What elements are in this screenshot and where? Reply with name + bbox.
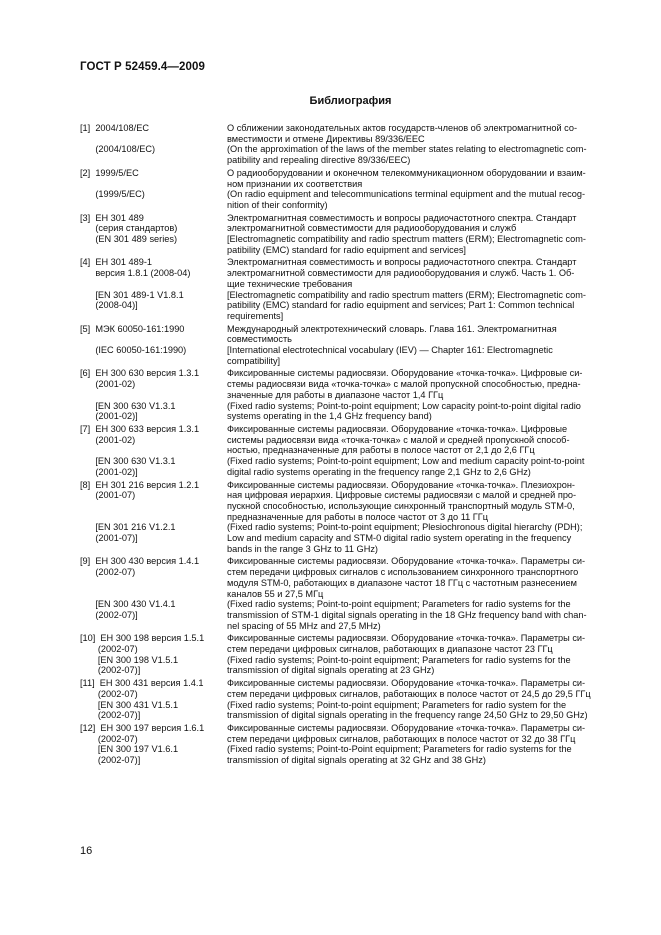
- bib-description: [International electrotechnical vocabulary (IEV) — Chapter 161: Electromagnetic compatibility]: [227, 345, 553, 366]
- bib-description: Фиксированные системы радиосвязи. Оборудование «точка-точка». Параметры си- стем передачи цифровых сигналов с использованием синхронного транспортного модуля STM-0, работающих в диапазоне частот 18 ГГц с частотным разнесением каналов 55 и 27,5 МГц: [227, 556, 586, 599]
- bib-description: Электромагнитная совместимость и вопросы радиочастотного спектра. Стандарт электромагнитной совместимости для радиооборудования и служб. Часть 1. Об- щие технические требования: [227, 257, 577, 289]
- bib-reference: [EN 301 489-1 V1.8.1 (2008-04)]: [95, 289, 184, 311]
- bibliography-list: [80, 123, 615, 766]
- bib-description: (Fixed radio systems; Point-to-point equipment; Low and medium capacity point-to-point digital radio systems operating in the frequency range 2,1 GHz to 2,6 GHz): [227, 456, 585, 477]
- bib-row: [80, 401, 615, 422]
- bib-reference: [2] 1999/5/EC: [80, 167, 139, 178]
- bib-reference: [5] МЭК 60050-161:1990: [80, 323, 185, 334]
- bib-row: [80, 123, 615, 144]
- bib-reference: [8] ЕН 301 216 версия 1.2.1 (2001-07): [80, 479, 200, 501]
- bib-row: [80, 424, 615, 456]
- bib-description: (Fixed radio systems; Point-to-point equipment; Low capacity point-to-point digital radio systems operating in the 1,4 GHz frequency band): [227, 400, 581, 422]
- page-number: 16: [80, 845, 93, 857]
- bib-reference: [11] ЕН 300 431 версия 1.4.1 (2002-07) [EN 300 431 V1.5.1 (2002-07)]: [80, 678, 204, 721]
- bib-reference: (2004/108/EC): [80, 144, 156, 155]
- bib-row: [80, 324, 615, 345]
- bibliography-title: Библиография: [309, 95, 392, 107]
- bib-row: [80, 556, 615, 599]
- bib-row: [80, 723, 615, 766]
- bib-reference: [EN 301 216 V1.2.1 (2001-07)]: [95, 522, 176, 544]
- bib-description: Фиксированные системы радиосвязи. Оборудование «точка-точка». Цифровые си- стемы радиосвязи вида «точка-точка» с малой пропускной способностью, предна- значенные для работы в диапазоне частот 1,4 ГГц: [227, 368, 583, 400]
- bib-description: (Fixed radio systems; Point-to-point equipment; Parameters for radio systems for the transmission of STM-1 digital signals operating in the 18 GHz frequency band with chan- nel spacing of 55 MHz and 27,5 MHz): [227, 599, 587, 631]
- bib-row: [80, 257, 615, 289]
- bib-row: [80, 599, 615, 631]
- bib-description: Фиксированные системы радиосвязи. Оборудование «точка-точка». Плезиохрон- ная цифровая иерархия. Цифровые системы радиосвязи с малой и средней про- пускной способностью, использующие синхронный транспортный модуль STM-0, предназначенные для работы в полосе частот от 3 до 11 ГГц: [227, 479, 577, 522]
- bib-reference: [4] ЕН 301 489-1 версия 1.8.1 (2008-04): [80, 257, 191, 279]
- bib-row: [80, 368, 615, 400]
- bib-description: О сближении законодательных актов государств-членов об электромагнитной со- вместимости и отмене Директивы 89/336/EEC: [227, 123, 578, 144]
- bib-row: [80, 168, 615, 189]
- bib-reference: [EN 300 430 V1.4.1 (2002-07)]: [95, 599, 176, 620]
- bib-row: [80, 678, 615, 721]
- bib-description: Международный электротехнический словарь. Глава 161. Электромагнитная совместимость: [227, 323, 557, 345]
- bib-reference: [12] ЕН 300 197 версия 1.6.1 (2002-07) [EN 300 197 V1.6.1 (2002-07)]: [80, 722, 205, 766]
- bib-row: [80, 290, 615, 322]
- bib-reference: (1999/5/EC): [80, 189, 145, 200]
- bib-description: [Electromagnetic compatibility and radio spectrum matters (ERM); Electromagnetic com- patibility (EMC) standard for radio equipment and services; Part 1: Common technical requirements]: [227, 289, 586, 321]
- bib-description: (On the approximation of the laws of the member states relating to electromagnetic com- patibility and repealing directive 89/336/EEC): [227, 144, 587, 166]
- bib-reference: [EN 300 630 V1.3.1 (2001-02)]: [95, 456, 176, 477]
- bib-reference: [7] ЕН 300 633 версия 1.3.1 (2001-02): [80, 423, 200, 445]
- bib-description: (Fixed radio systems; Point-to-point equipment; Plesiochronous digital hierarchy (PDH); Low and medium capacity and STM-0 digital radio system operating in the frequency bands in the range 3 GHz to 11 GHz): [227, 522, 583, 554]
- bib-description: Фиксированные системы радиосвязи. Оборудование «точка-точка». Цифровые системы радиосвязи вида «точка-точка» с малой и средней пропускной способ- ностью, предназначенные для работы в полосе частот от 2,1 до 2,6 ГГц: [227, 423, 570, 456]
- bib-row: [80, 480, 615, 523]
- bib-description: Фиксированные системы радиосвязи. Оборудование «точка-точка». Параметры си- стем передачи цифровых сигналов, работающих в полосе частот от 32 до 38 ГГц (Fixed radio systems; Point-to-Point equipment; Parameters for radio systems for the transmission of digital signals operating at 32 GHz and 38 GHz): [227, 722, 586, 766]
- bib-reference: [6] ЕН 300 630 версия 1.3.1 (2001-02): [80, 368, 200, 390]
- document-header: ГОСТ Р 52459.4—2009: [80, 61, 205, 73]
- bib-description: Фиксированные системы радиосвязи. Оборудование «точка-точка». Параметры си- стем передачи цифровых сигналов, работающих в полосе частот от 24,5 до 29,5 ГГц (Fixed radio systems; Point-to-point equipment; Parameters for radio system for the transmission of digital signals operating in the frequency range 24,50 GHz to 29,50 GHz): [227, 678, 591, 721]
- bib-row: [80, 189, 615, 210]
- bib-reference: [10] ЕН 300 198 версия 1.5.1 (2002-07) [EN 300 198 V1.5.1 (2002-07)]: [80, 633, 205, 676]
- bib-row: [80, 456, 615, 477]
- bib-reference: (IEC 60050-161:1990): [80, 345, 187, 356]
- bib-reference: [9] ЕН 300 430 версия 1.4.1 (2002-07): [80, 556, 200, 578]
- bib-reference: [3] ЕН 301 489 (серия стандартов) (EN 301 489 series): [80, 212, 178, 245]
- bib-description: (On radio equipment and telecommunications terminal equipment and the mutual recog- nition of their conformity): [227, 189, 585, 210]
- bib-description: Фиксированные системы радиосвязи. Оборудование «точка-точка». Параметры си- стем передачи цифровых сигналов, работающих в диапазоне частот 23 ГГц (Fixed radio systems; Point-to-point equipment; Parameters for radio systems for the transmission of digital signals operating at 23 GHz): [227, 633, 586, 676]
- bib-description: Электромагнитная совместимость и вопросы радиочастотного спектра. Стандарт электромагнитной совместимости для радиооборудования и служб [Electromagnetic compatibility and radio spectrum matters (ERM); Electromagnetic com- patibility (EMC) standard for radio equipment and services]: [227, 212, 586, 255]
- bib-row: [80, 522, 615, 554]
- bib-row: [80, 345, 615, 366]
- bib-description: О радиооборудовании и оконечном телекоммуникационном оборудовании и взаим- ном признании их соответствия: [227, 167, 586, 189]
- bib-row: [80, 144, 615, 165]
- bib-row: [80, 633, 615, 676]
- bib-reference: [EN 300 630 V1.3.1 (2001-02)]: [95, 400, 176, 422]
- bib-row: [80, 213, 615, 256]
- bib-reference: [1] 2004/108/EC: [80, 123, 149, 133]
